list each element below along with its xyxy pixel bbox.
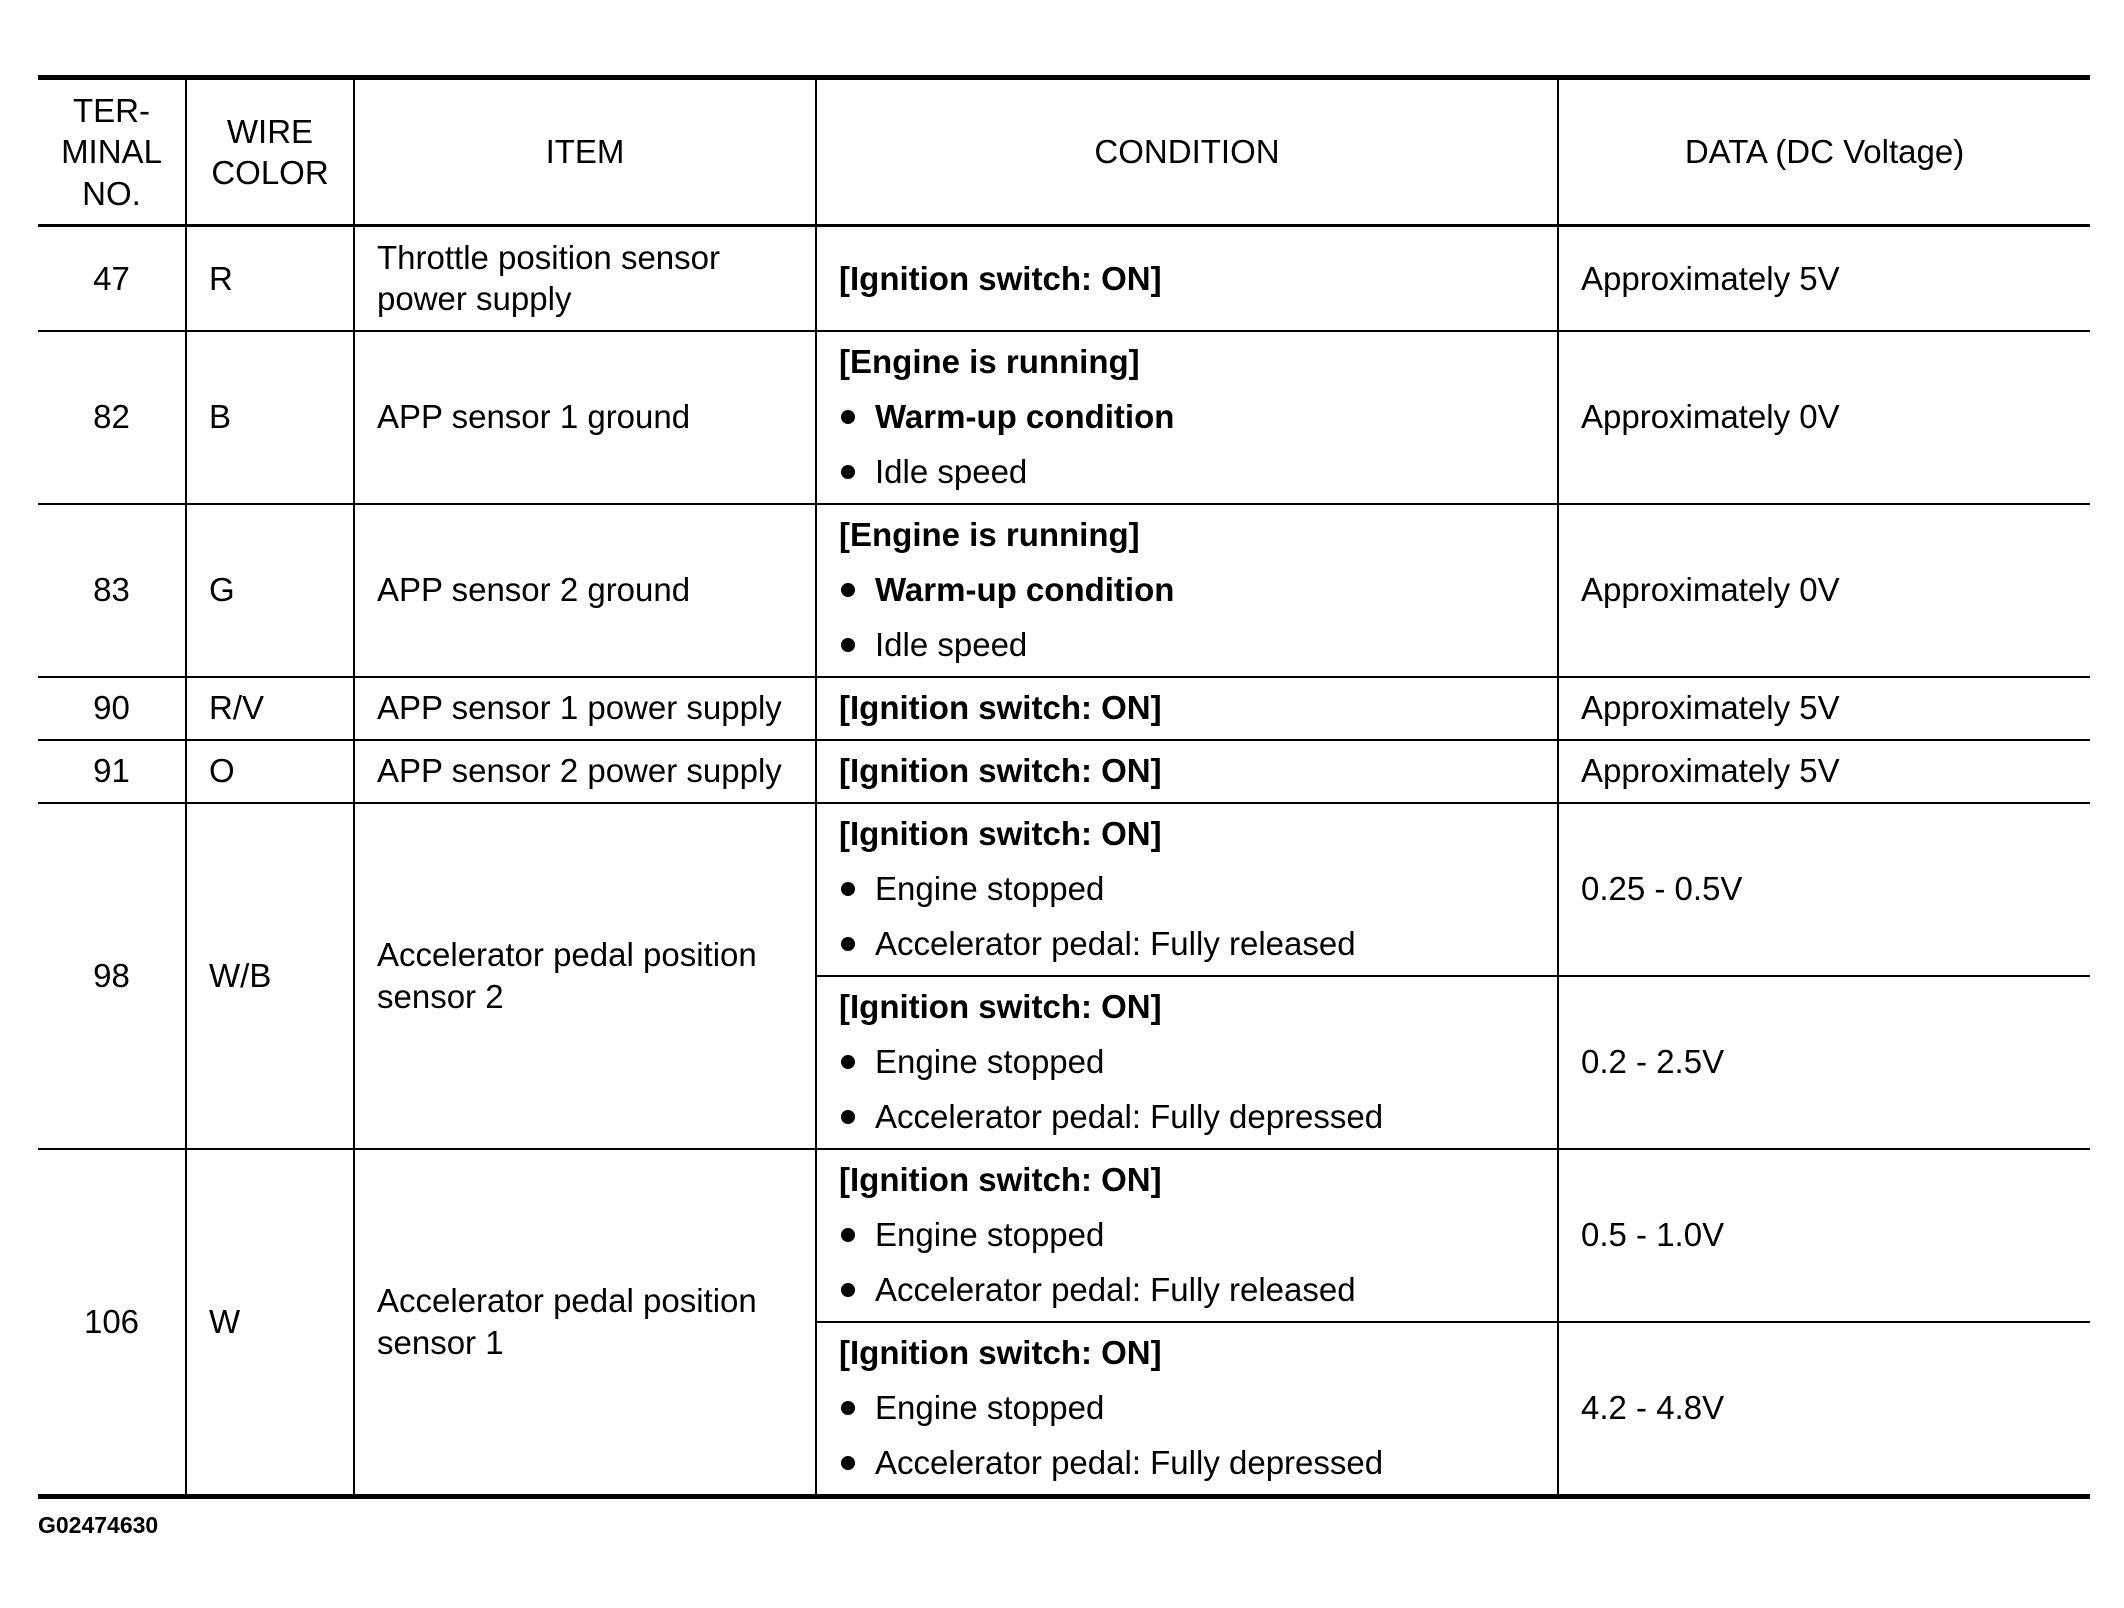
condition-bullet: Accelerator pedal: Fully released bbox=[839, 917, 1535, 972]
wire-color-cell: B bbox=[186, 331, 354, 504]
terminal-cell: 90 bbox=[38, 677, 186, 740]
condition-cell bbox=[816, 677, 1558, 740]
header-wire-color: WIRE COLOR bbox=[186, 78, 354, 226]
data-cell: Approximately 5V bbox=[1558, 226, 2090, 331]
data-cell: 0.25 - 0.5V bbox=[1558, 803, 2090, 976]
bullet-icon bbox=[841, 638, 855, 652]
bullet-icon bbox=[841, 1456, 855, 1470]
terminal-data-table bbox=[38, 75, 2090, 1499]
condition-cell bbox=[816, 1149, 1558, 1322]
item-cell: Accelerator pedal position sensor 2 bbox=[354, 803, 816, 1149]
data-cell: Approximately 0V bbox=[1558, 504, 2090, 677]
header-item: ITEM bbox=[354, 78, 816, 226]
terminal-cell: 91 bbox=[38, 740, 186, 803]
condition-bullet: Idle speed bbox=[839, 618, 1535, 673]
wire-color-cell: W bbox=[186, 1149, 354, 1497]
condition-heading: [Engine is running] bbox=[839, 343, 1140, 381]
condition-heading: [Ignition switch: ON] bbox=[839, 815, 1162, 853]
bullet-icon bbox=[841, 1283, 855, 1297]
bullet-icon bbox=[841, 410, 855, 424]
table-row bbox=[38, 331, 2090, 504]
condition-heading: [Ignition switch: ON] bbox=[839, 752, 1162, 790]
bullet-icon bbox=[841, 1401, 855, 1415]
condition-cell bbox=[816, 976, 1558, 1149]
condition-bullet: Engine stopped bbox=[839, 862, 1535, 917]
figure-id: G02474630 bbox=[38, 1512, 159, 1538]
condition-cell bbox=[816, 226, 1558, 331]
wire-color-cell: W/B bbox=[186, 803, 354, 1149]
wire-color-cell: R bbox=[186, 226, 354, 331]
condition-bullet: Engine stopped bbox=[839, 1035, 1535, 1090]
terminal-cell: 106 bbox=[38, 1149, 186, 1497]
terminal-cell: 83 bbox=[38, 504, 186, 677]
bullet-icon bbox=[841, 583, 855, 597]
terminal-cell: 82 bbox=[38, 331, 186, 504]
condition-heading: [Ignition switch: ON] bbox=[839, 1161, 1162, 1199]
condition-cell bbox=[816, 803, 1558, 976]
condition-cell bbox=[816, 504, 1558, 677]
condition-bullet: Engine stopped bbox=[839, 1381, 1535, 1436]
condition-heading: [Ignition switch: ON] bbox=[839, 689, 1162, 727]
condition-cell bbox=[816, 331, 1558, 504]
wire-color-cell: O bbox=[186, 740, 354, 803]
bullet-icon bbox=[841, 465, 855, 479]
condition-bullet: Engine stopped bbox=[839, 1208, 1535, 1263]
wire-color-cell: G bbox=[186, 504, 354, 677]
condition-heading: [Ignition switch: ON] bbox=[839, 1334, 1162, 1372]
data-cell: 0.5 - 1.0V bbox=[1558, 1149, 2090, 1322]
condition-cell bbox=[816, 740, 1558, 803]
condition-bullet: Warm-up condition bbox=[839, 390, 1535, 445]
header-condition: CONDITION bbox=[816, 78, 1558, 226]
table-row bbox=[38, 740, 2090, 803]
condition-heading: [Ignition switch: ON] bbox=[839, 988, 1162, 1026]
condition-heading: [Engine is running] bbox=[839, 516, 1140, 554]
table-row bbox=[38, 1149, 2090, 1322]
terminal-cell: 98 bbox=[38, 803, 186, 1149]
data-cell: 4.2 - 4.8V bbox=[1558, 1322, 2090, 1497]
item-cell: APP sensor 2 power supply bbox=[354, 740, 816, 803]
table-row bbox=[38, 677, 2090, 740]
item-cell: APP sensor 1 ground bbox=[354, 331, 816, 504]
table-row bbox=[38, 226, 2090, 331]
data-cell: Approximately 5V bbox=[1558, 677, 2090, 740]
bullet-icon bbox=[841, 1228, 855, 1242]
condition-cell bbox=[816, 1322, 1558, 1497]
item-cell: APP sensor 2 ground bbox=[354, 504, 816, 677]
bullet-icon bbox=[841, 1110, 855, 1124]
condition-bullet: Warm-up condition bbox=[839, 563, 1535, 618]
data-cell: Approximately 0V bbox=[1558, 331, 2090, 504]
bullet-icon bbox=[841, 937, 855, 951]
condition-bullet: Idle speed bbox=[839, 445, 1535, 500]
condition-bullet: Accelerator pedal: Fully depressed bbox=[839, 1436, 1535, 1491]
item-cell: Accelerator pedal position sensor 1 bbox=[354, 1149, 816, 1497]
bullet-icon bbox=[841, 1055, 855, 1069]
item-cell: Throttle position sensor power supply bbox=[354, 226, 816, 331]
condition-heading: [Ignition switch: ON] bbox=[839, 259, 1162, 297]
wire-color-cell: R/V bbox=[186, 677, 354, 740]
item-cell: APP sensor 1 power supply bbox=[354, 677, 816, 740]
bullet-icon bbox=[841, 882, 855, 896]
table-row bbox=[38, 504, 2090, 677]
header-data: DATA (DC Voltage) bbox=[1558, 78, 2090, 226]
condition-bullet: Accelerator pedal: Fully depressed bbox=[839, 1090, 1535, 1145]
header-terminal-no: TER- MINAL NO. bbox=[38, 78, 186, 226]
condition-bullet: Accelerator pedal: Fully released bbox=[839, 1263, 1535, 1318]
table-row bbox=[38, 803, 2090, 976]
data-cell: 0.2 - 2.5V bbox=[1558, 976, 2090, 1149]
header-row bbox=[38, 78, 2090, 226]
terminal-cell: 47 bbox=[38, 226, 186, 331]
data-cell: Approximately 5V bbox=[1558, 740, 2090, 803]
